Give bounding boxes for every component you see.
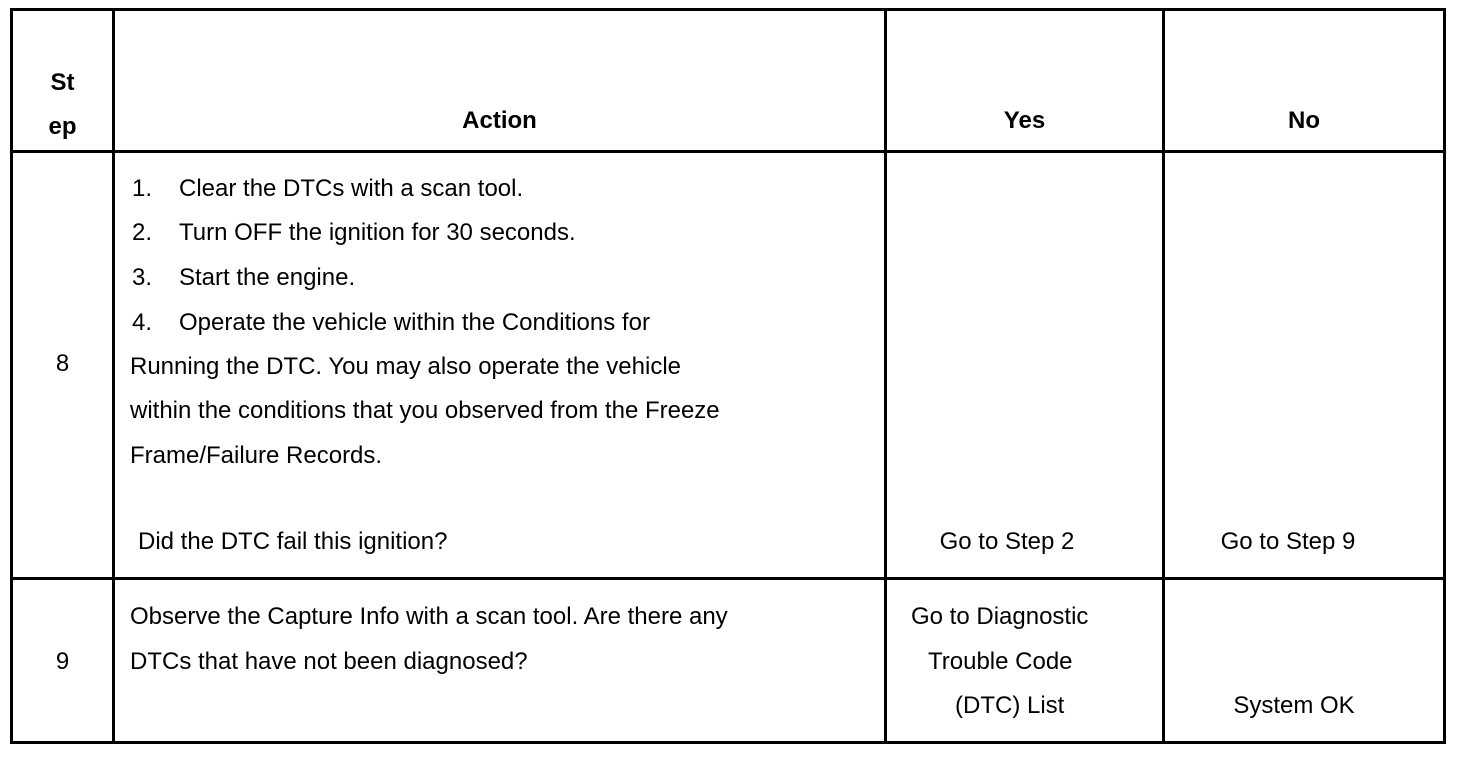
list-item-text: Clear the DTCs with a scan tool. [179,175,524,202]
row-8-yes: Go to Step 2 [939,528,1075,555]
action-line: DTCs that have not been diagnosed? [130,648,528,675]
row-9-step: 9 [55,648,70,675]
header-action: Action [462,107,537,134]
action-list-item [132,301,650,345]
list-item-number: 2. [132,219,153,246]
table-border-bottom [10,741,1446,744]
action-continuation-line: Frame/Failure Records. [130,442,383,469]
list-item-number: 4. [132,309,153,336]
action-list-item [132,211,576,255]
header-step [13,61,112,149]
action-question: Did the DTC fail this ignition? [138,528,448,555]
action-continuation-line: within the conditions that you observed from the Freeze [130,397,720,424]
header-step-line-1: St [50,69,75,96]
table-border-right [1443,8,1446,744]
yes-line: Trouble Code [928,648,1073,675]
header-divider [10,150,1446,153]
yes-line: Go to Diagnostic [911,603,1089,630]
yes-line: (DTC) List [955,692,1065,719]
table-border-top [10,8,1446,11]
action-continuation-line: Running the DTC. You may also operate the vehicle [130,353,682,380]
list-item-text: Turn OFF the ignition for 30 seconds. [179,219,576,246]
action-list-item [132,167,523,211]
action-list-item [132,256,355,300]
row-divider [10,577,1446,580]
row-9-no: System OK [1233,692,1355,719]
list-item-number: 1. [132,175,153,202]
header-no: No [1288,107,1320,134]
row-8-step: 8 [55,350,70,377]
header-yes: Yes [1003,107,1046,134]
list-item-number: 3. [132,264,153,291]
list-item-text: Operate the vehicle within the Conditions for [179,309,650,336]
header-step-line-2: ep [48,113,77,140]
row-8-no: Go to Step 9 [1220,528,1356,555]
action-line: Observe the Capture Info with a scan tool. Are there any [130,603,728,630]
list-item-text: Start the engine. [179,264,356,291]
